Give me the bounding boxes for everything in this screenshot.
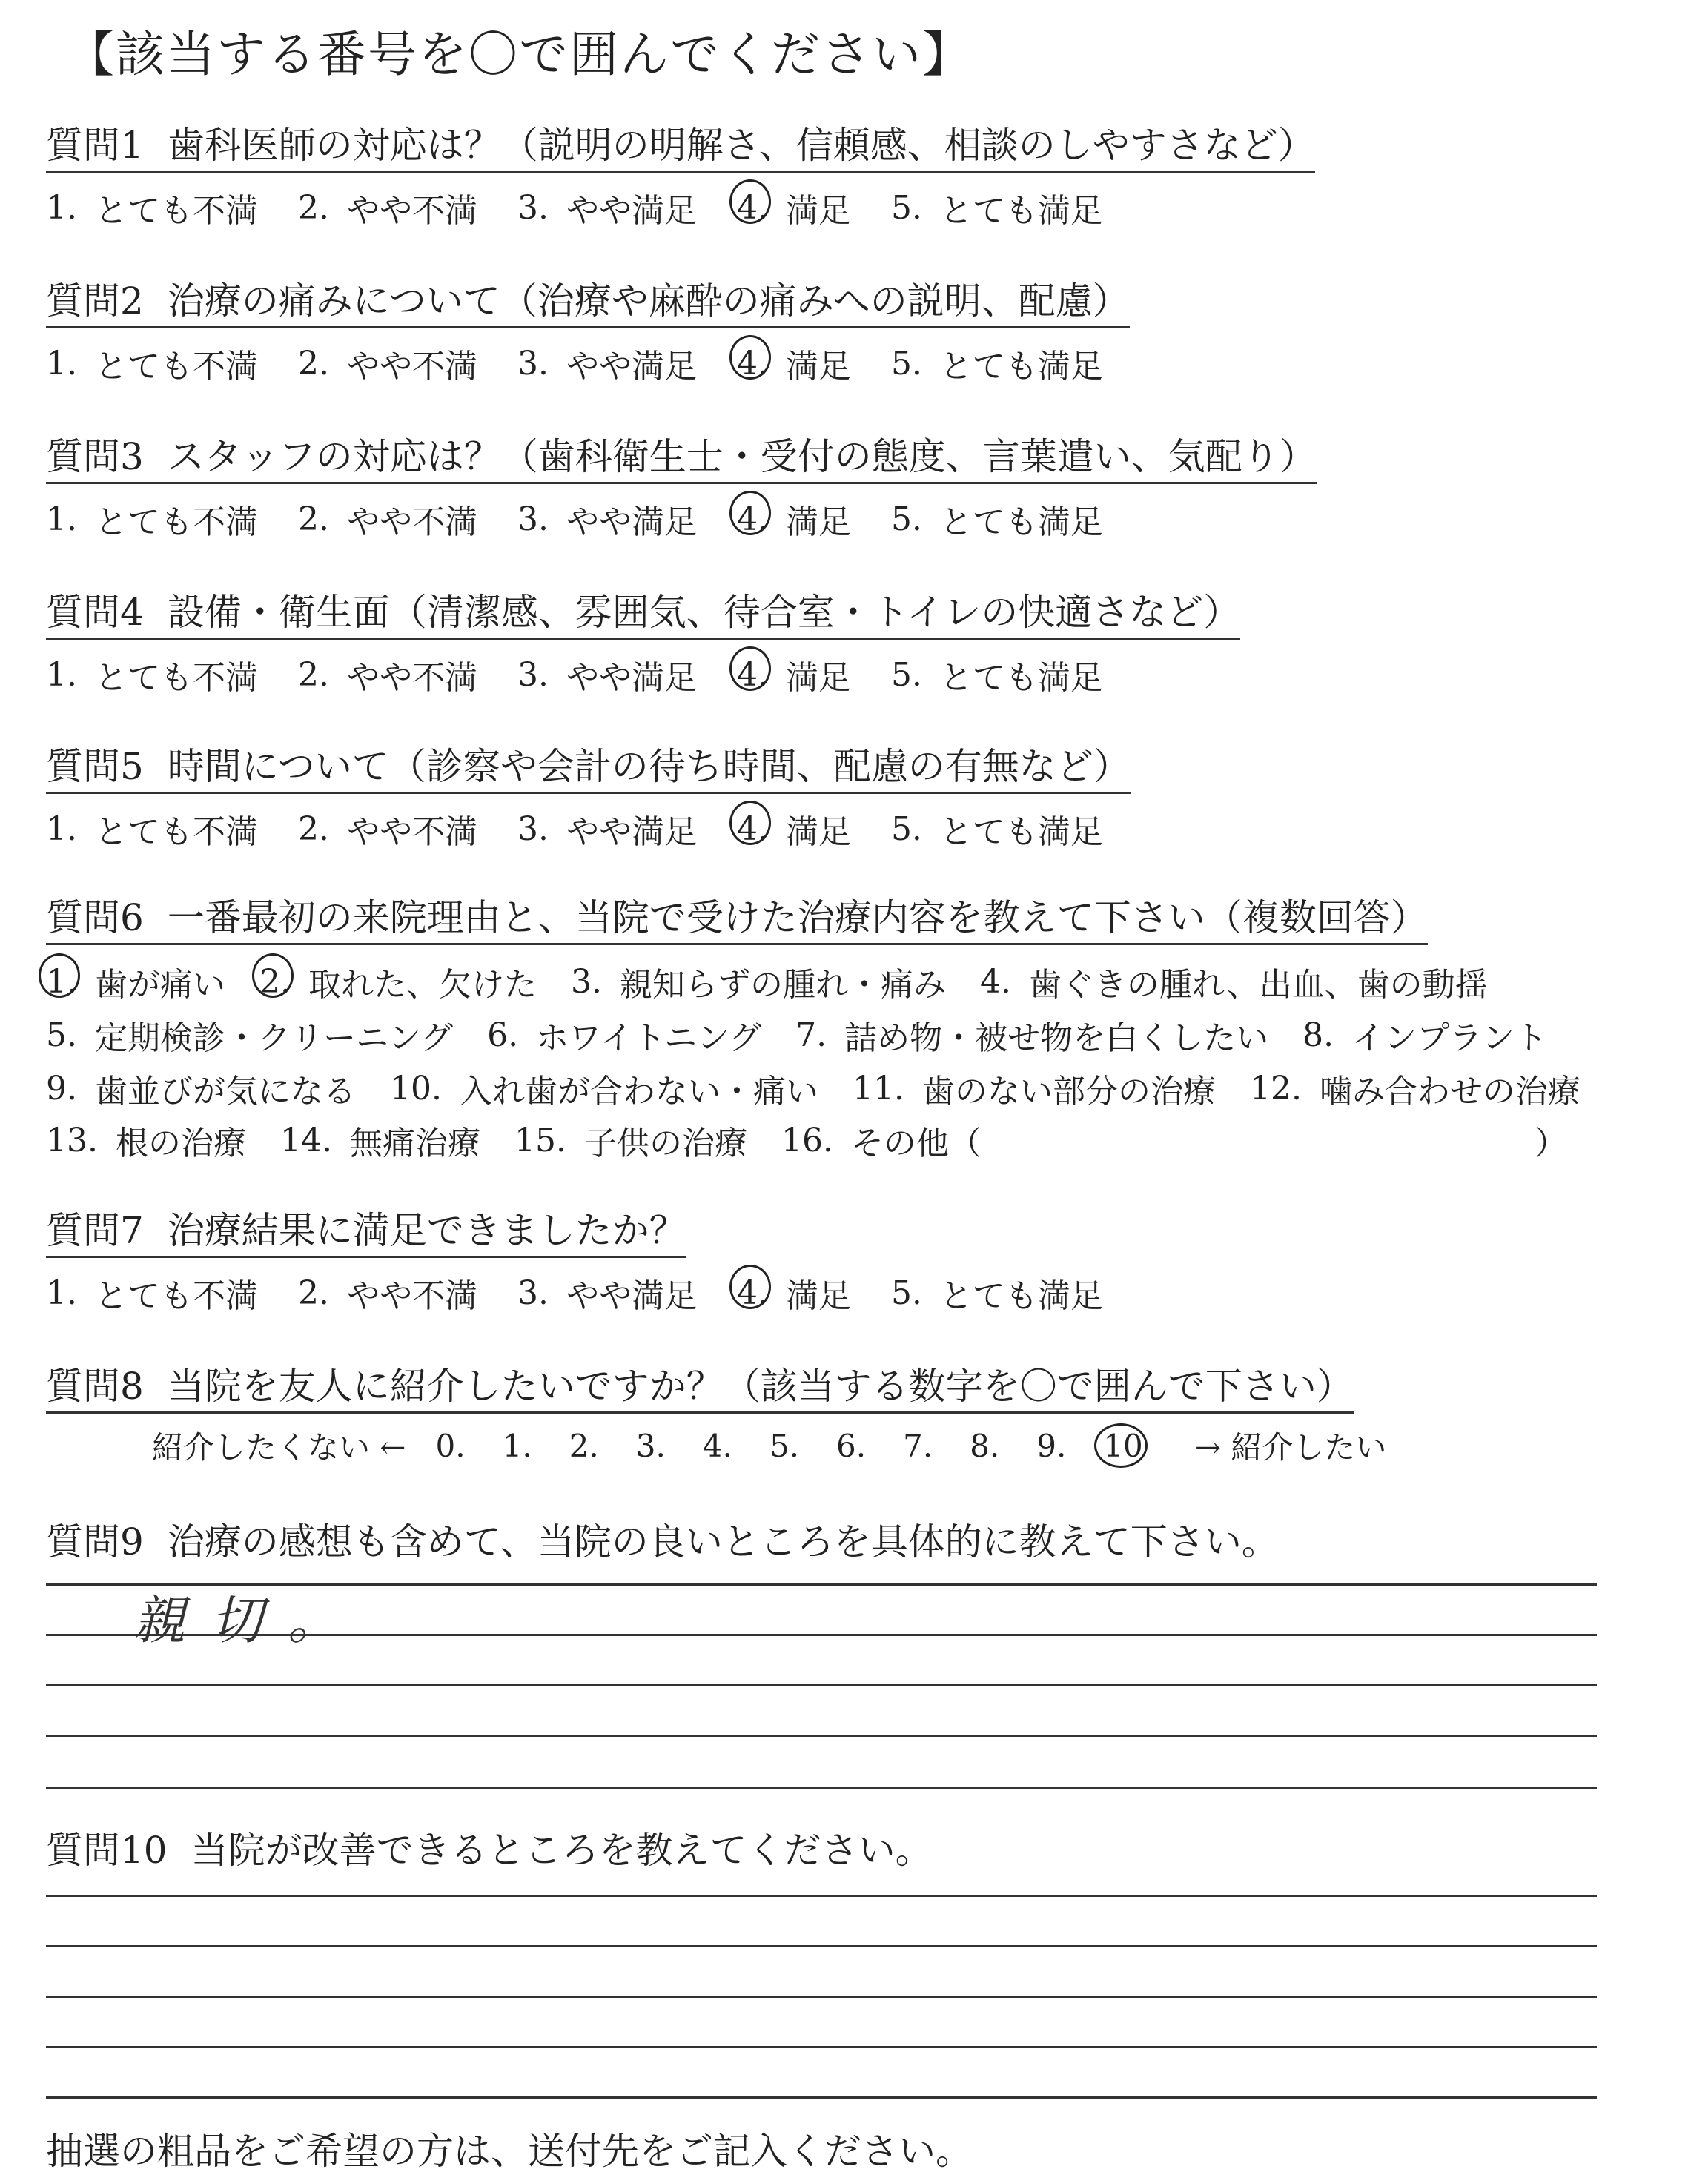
option-label: 歯並びが気になる xyxy=(94,1073,356,1110)
scale-value[interactable] xyxy=(569,1428,599,1464)
option-number: 5. xyxy=(890,1274,922,1312)
option-label: 無痛治療 xyxy=(349,1125,480,1162)
option-label: やや不満 xyxy=(346,1277,477,1315)
rating-option[interactable] xyxy=(737,495,851,543)
question-9-number: 質問9 xyxy=(46,1520,144,1563)
option-label: とても満足 xyxy=(939,192,1103,230)
question-6-heading xyxy=(46,897,1428,945)
option-number: 1. xyxy=(46,1274,77,1312)
option-label: とても満足 xyxy=(939,503,1103,541)
option-number: 2. xyxy=(259,962,291,1001)
scale-number: 8. xyxy=(970,1427,1000,1464)
question-6-options-row-3 xyxy=(46,1065,1615,1112)
rating-option[interactable] xyxy=(517,651,697,698)
checkbox-option[interactable] xyxy=(1302,1011,1547,1059)
question-5-text: 時間について（診察や会計の待ち時間、配慮の有無など） xyxy=(167,745,1131,788)
question-9-heading xyxy=(46,1521,1279,1564)
option-number: 11. xyxy=(852,1069,904,1108)
question-6-options-row-1 xyxy=(46,958,1522,1005)
rating-option[interactable] xyxy=(891,184,1103,231)
rating-option[interactable] xyxy=(46,805,258,853)
option-number: 1. xyxy=(46,810,77,848)
checkbox-option[interactable] xyxy=(46,1065,356,1112)
option-number: 15. xyxy=(514,1121,566,1159)
option-number: 14. xyxy=(279,1121,332,1159)
question-5-number: 質問5 xyxy=(46,745,144,788)
option-number: 5. xyxy=(46,1016,77,1054)
scale-number: 1. xyxy=(502,1427,532,1464)
option-label: やや不満 xyxy=(346,659,477,697)
other-close-paren: ） xyxy=(1534,1125,1567,1162)
question-4-heading xyxy=(46,592,1240,640)
option-number: 3. xyxy=(517,1274,549,1312)
scale-number: 3. xyxy=(635,1427,666,1464)
scale-number: 4. xyxy=(702,1427,732,1464)
answer-line[interactable] xyxy=(46,1684,1597,1686)
question-5-options xyxy=(46,805,1143,853)
option-number: 3. xyxy=(517,344,549,383)
rating-option[interactable] xyxy=(298,805,477,853)
option-number: 3. xyxy=(570,962,602,1001)
option-label: 満足 xyxy=(785,503,851,541)
option-number: 4. xyxy=(979,962,1011,1001)
question-4-text: 設備・衛生面（清潔感、雰囲気、待合室・トイレの快適さなど） xyxy=(167,591,1241,634)
question-3-heading xyxy=(46,436,1317,484)
checkbox-option[interactable] xyxy=(571,958,946,1005)
question-8-number: 質問8 xyxy=(46,1365,144,1408)
option-label: とても満足 xyxy=(939,1277,1103,1315)
scale-value[interactable] xyxy=(769,1428,799,1464)
checkbox-option[interactable] xyxy=(795,1011,1268,1059)
checkbox-option[interactable] xyxy=(781,1116,982,1164)
option-label: とても不満 xyxy=(94,659,258,697)
scale-left-label: 紹介したくない ← xyxy=(152,1429,406,1466)
question-10-text: 当院が改善できるところを教えてください。 xyxy=(191,1829,933,1872)
question-7-text: 治療結果に満足できましたか？ xyxy=(167,1209,686,1252)
option-label: やや満足 xyxy=(566,813,697,851)
rating-option[interactable] xyxy=(517,805,697,853)
checkbox-option[interactable] xyxy=(46,1116,246,1164)
question-7-heading xyxy=(46,1210,686,1258)
option-number: 5. xyxy=(890,655,922,694)
scale-value[interactable] xyxy=(436,1428,466,1464)
option-number: 1. xyxy=(46,188,77,227)
rating-option[interactable] xyxy=(298,495,477,543)
option-label: とても不満 xyxy=(94,503,258,541)
option-label: やや不満 xyxy=(346,503,477,541)
scale-number: 5. xyxy=(769,1427,800,1464)
answer-line[interactable] xyxy=(46,1945,1597,1947)
option-label: やや満足 xyxy=(566,659,697,697)
footer-note: 抽選の粗品をご希望の方は、送付先をご記入ください。 xyxy=(46,2130,973,2173)
page-title: 【該当する番号を〇で囲んでください】 xyxy=(65,26,973,83)
option-label: とても満足 xyxy=(939,659,1103,697)
option-label: ホワイトニング xyxy=(536,1019,762,1057)
question-4-number: 質問4 xyxy=(46,591,144,634)
question-2-heading xyxy=(46,280,1130,328)
question-1-options xyxy=(46,184,1143,231)
option-label: とても不満 xyxy=(94,1277,258,1315)
answer-line[interactable] xyxy=(46,2096,1597,2099)
option-number: 2. xyxy=(297,500,329,538)
question-1-number: 質問1 xyxy=(46,124,144,167)
rating-option[interactable] xyxy=(517,1269,697,1317)
scale-number: 10 xyxy=(1103,1427,1143,1464)
rating-option[interactable] xyxy=(517,184,697,231)
checkbox-option[interactable] xyxy=(46,1011,453,1059)
checkbox-option[interactable] xyxy=(390,1065,818,1112)
rating-option[interactable] xyxy=(737,805,851,853)
option-label: 満足 xyxy=(785,1277,851,1315)
rating-option[interactable] xyxy=(46,651,258,698)
option-label: 満足 xyxy=(785,659,851,697)
rating-option[interactable] xyxy=(298,651,477,698)
scale-value[interactable] xyxy=(503,1428,532,1464)
option-label: やや不満 xyxy=(346,813,477,851)
question-10-number: 質問10 xyxy=(46,1829,168,1872)
scale-number: 0. xyxy=(435,1427,466,1464)
option-number: 4. xyxy=(736,655,768,694)
option-label: 満足 xyxy=(785,192,851,230)
answer-line[interactable] xyxy=(46,1634,1597,1636)
answer-line[interactable] xyxy=(46,1735,1597,1737)
question-2-options xyxy=(46,340,1143,387)
option-number: 2. xyxy=(297,810,329,848)
option-label: 入れ歯が合わない・痛い xyxy=(459,1073,818,1110)
rating-option[interactable] xyxy=(517,495,697,543)
handwritten-answer: 親切。 xyxy=(133,1590,365,1651)
question-4-options xyxy=(46,651,1143,698)
question-6-options-row-2 xyxy=(46,1011,1581,1059)
question-1-heading xyxy=(46,125,1315,173)
option-number: 5. xyxy=(890,810,922,848)
question-6-options-row-4 xyxy=(46,1116,1567,1164)
scale-value[interactable] xyxy=(636,1428,666,1464)
option-number: 4. xyxy=(736,1274,768,1312)
option-label: やや満足 xyxy=(566,192,697,230)
option-number: 3. xyxy=(517,810,549,848)
question-2-number: 質問2 xyxy=(46,279,144,322)
option-number: 5. xyxy=(890,500,922,538)
rating-option[interactable] xyxy=(891,651,1103,698)
scale-number: 2. xyxy=(569,1427,599,1464)
answer-line[interactable] xyxy=(46,1787,1597,1789)
option-label: やや満足 xyxy=(566,1277,697,1315)
checkbox-option[interactable] xyxy=(259,958,537,1005)
rating-option[interactable] xyxy=(46,1269,258,1317)
checkbox-option[interactable] xyxy=(487,1011,761,1059)
rating-option[interactable] xyxy=(737,184,851,231)
question-10-heading xyxy=(46,1830,933,1873)
option-label: インプラント xyxy=(1351,1019,1548,1057)
question-3-number: 質問3 xyxy=(46,435,144,478)
rating-option[interactable] xyxy=(298,1269,477,1317)
option-label: やや満足 xyxy=(566,503,697,541)
option-number: 12. xyxy=(1249,1069,1302,1108)
option-label: 子供の治療 xyxy=(583,1125,747,1162)
scale-value[interactable] xyxy=(1103,1428,1142,1464)
answer-line[interactable] xyxy=(46,1895,1597,1897)
option-number: 1. xyxy=(46,344,77,383)
option-number: 1. xyxy=(46,655,77,694)
rating-option[interactable] xyxy=(891,340,1103,387)
option-label: 取れた、欠けた xyxy=(308,966,537,1004)
checkbox-option[interactable] xyxy=(980,958,1488,1005)
option-label: とても満足 xyxy=(939,348,1103,385)
question-8-text: 当院を友人に紹介したいですか？（該当する数字を〇で囲んで下さい） xyxy=(167,1365,1354,1408)
scale-number: 9. xyxy=(1036,1427,1067,1464)
rating-option[interactable] xyxy=(298,184,477,231)
option-number: 1. xyxy=(46,500,77,538)
option-label: やや不満 xyxy=(346,348,477,385)
option-label: やや不満 xyxy=(346,192,477,230)
rating-option[interactable] xyxy=(891,805,1103,853)
option-label: とても不満 xyxy=(94,348,258,385)
option-label: とても不満 xyxy=(94,192,258,230)
rating-option[interactable] xyxy=(46,340,258,387)
option-label: 満足 xyxy=(785,348,851,385)
rating-option[interactable] xyxy=(737,651,851,698)
scale-value[interactable] xyxy=(1036,1428,1066,1464)
option-label: その他（ xyxy=(850,1125,982,1162)
option-number: 4. xyxy=(736,188,768,227)
option-number: 2. xyxy=(297,344,329,383)
option-number: 2. xyxy=(297,188,329,227)
option-number: 5. xyxy=(890,188,922,227)
option-label: 噛み合わせの治療 xyxy=(1319,1073,1580,1110)
rating-option[interactable] xyxy=(46,495,258,543)
rating-option[interactable] xyxy=(46,184,258,231)
scale-value[interactable] xyxy=(703,1428,732,1464)
option-number: 2. xyxy=(297,1274,329,1312)
option-number: 13. xyxy=(46,1121,98,1159)
option-number: 3. xyxy=(517,655,549,694)
checkbox-option[interactable] xyxy=(514,1116,747,1164)
checkbox-option[interactable] xyxy=(853,1065,1216,1112)
scale-value[interactable] xyxy=(970,1428,999,1464)
option-number: 7. xyxy=(795,1016,827,1054)
rating-option[interactable] xyxy=(517,340,697,387)
option-number: 3. xyxy=(517,500,549,538)
question-1-text: 歯科医師の対応は？（説明の明解さ、信頼感、相談のしやすさなど） xyxy=(167,124,1315,167)
option-label: とても満足 xyxy=(939,813,1103,851)
checkbox-option[interactable] xyxy=(46,958,225,1005)
option-number: 9. xyxy=(46,1069,77,1108)
option-label: 歯ぐきの腫れ、出血、歯の動揺 xyxy=(1028,966,1488,1004)
question-7-options xyxy=(46,1269,1143,1317)
option-label: 歯が痛い xyxy=(94,966,225,1004)
option-number: 16. xyxy=(781,1121,833,1159)
option-number: 6. xyxy=(487,1016,519,1054)
option-number: 4. xyxy=(736,810,768,848)
scale-value[interactable] xyxy=(903,1428,933,1464)
question-7-number: 質問7 xyxy=(46,1209,144,1252)
option-number: 2. xyxy=(297,655,329,694)
answer-line[interactable] xyxy=(46,2046,1597,2048)
option-label: 歯のない部分の治療 xyxy=(921,1073,1216,1110)
question-3-text: スタッフの対応は？（歯科衛生士・受付の態度、言葉遣い、気配り） xyxy=(167,435,1317,478)
scale-number: 6. xyxy=(836,1427,867,1464)
question-8-heading xyxy=(46,1365,1354,1414)
rating-option[interactable] xyxy=(298,340,477,387)
question-5-heading xyxy=(46,746,1131,794)
option-number: 4. xyxy=(736,344,768,383)
rating-option[interactable] xyxy=(891,495,1103,543)
rating-option[interactable] xyxy=(891,1269,1103,1317)
option-number: 10. xyxy=(389,1069,442,1108)
question-8-scale xyxy=(152,1423,1386,1468)
option-label: 親知らずの腫れ・痛み xyxy=(619,966,946,1004)
option-number: 8. xyxy=(1302,1016,1334,1054)
scale-value[interactable] xyxy=(836,1428,866,1464)
option-number: 4. xyxy=(736,500,768,538)
option-number: 5. xyxy=(890,344,922,383)
rating-option[interactable] xyxy=(737,340,851,387)
checkbox-option[interactable] xyxy=(1250,1065,1580,1112)
option-label: 定期検診・クリーニング xyxy=(94,1019,454,1057)
question-9-text: 治療の感想も含めて、当院の良いところを具体的に教えて下さい。 xyxy=(167,1520,1279,1563)
option-label: やや満足 xyxy=(566,348,697,385)
option-label: 詰め物・被せ物を白くしたい xyxy=(844,1019,1269,1057)
option-label: 根の治療 xyxy=(115,1125,246,1162)
question-6-text: 一番最初の来院理由と、当院で受けた治療内容を教えて下さい（複数回答） xyxy=(167,896,1428,939)
scale-number: 7. xyxy=(903,1427,933,1464)
question-2-text: 治療の痛みについて（治療や麻酔の痛みへの説明、配慮） xyxy=(167,279,1130,322)
question-6-number: 質問6 xyxy=(46,896,144,939)
question-3-options xyxy=(46,495,1143,543)
checkbox-option[interactable] xyxy=(280,1116,480,1164)
option-number: 3. xyxy=(517,188,549,227)
scale-right-label: → 紹介したい xyxy=(1194,1429,1387,1466)
option-label: とても不満 xyxy=(94,813,258,851)
rating-option[interactable] xyxy=(737,1269,851,1317)
option-number: 1. xyxy=(46,962,77,1001)
answer-line[interactable] xyxy=(46,1996,1597,1998)
option-label: 満足 xyxy=(785,813,851,851)
